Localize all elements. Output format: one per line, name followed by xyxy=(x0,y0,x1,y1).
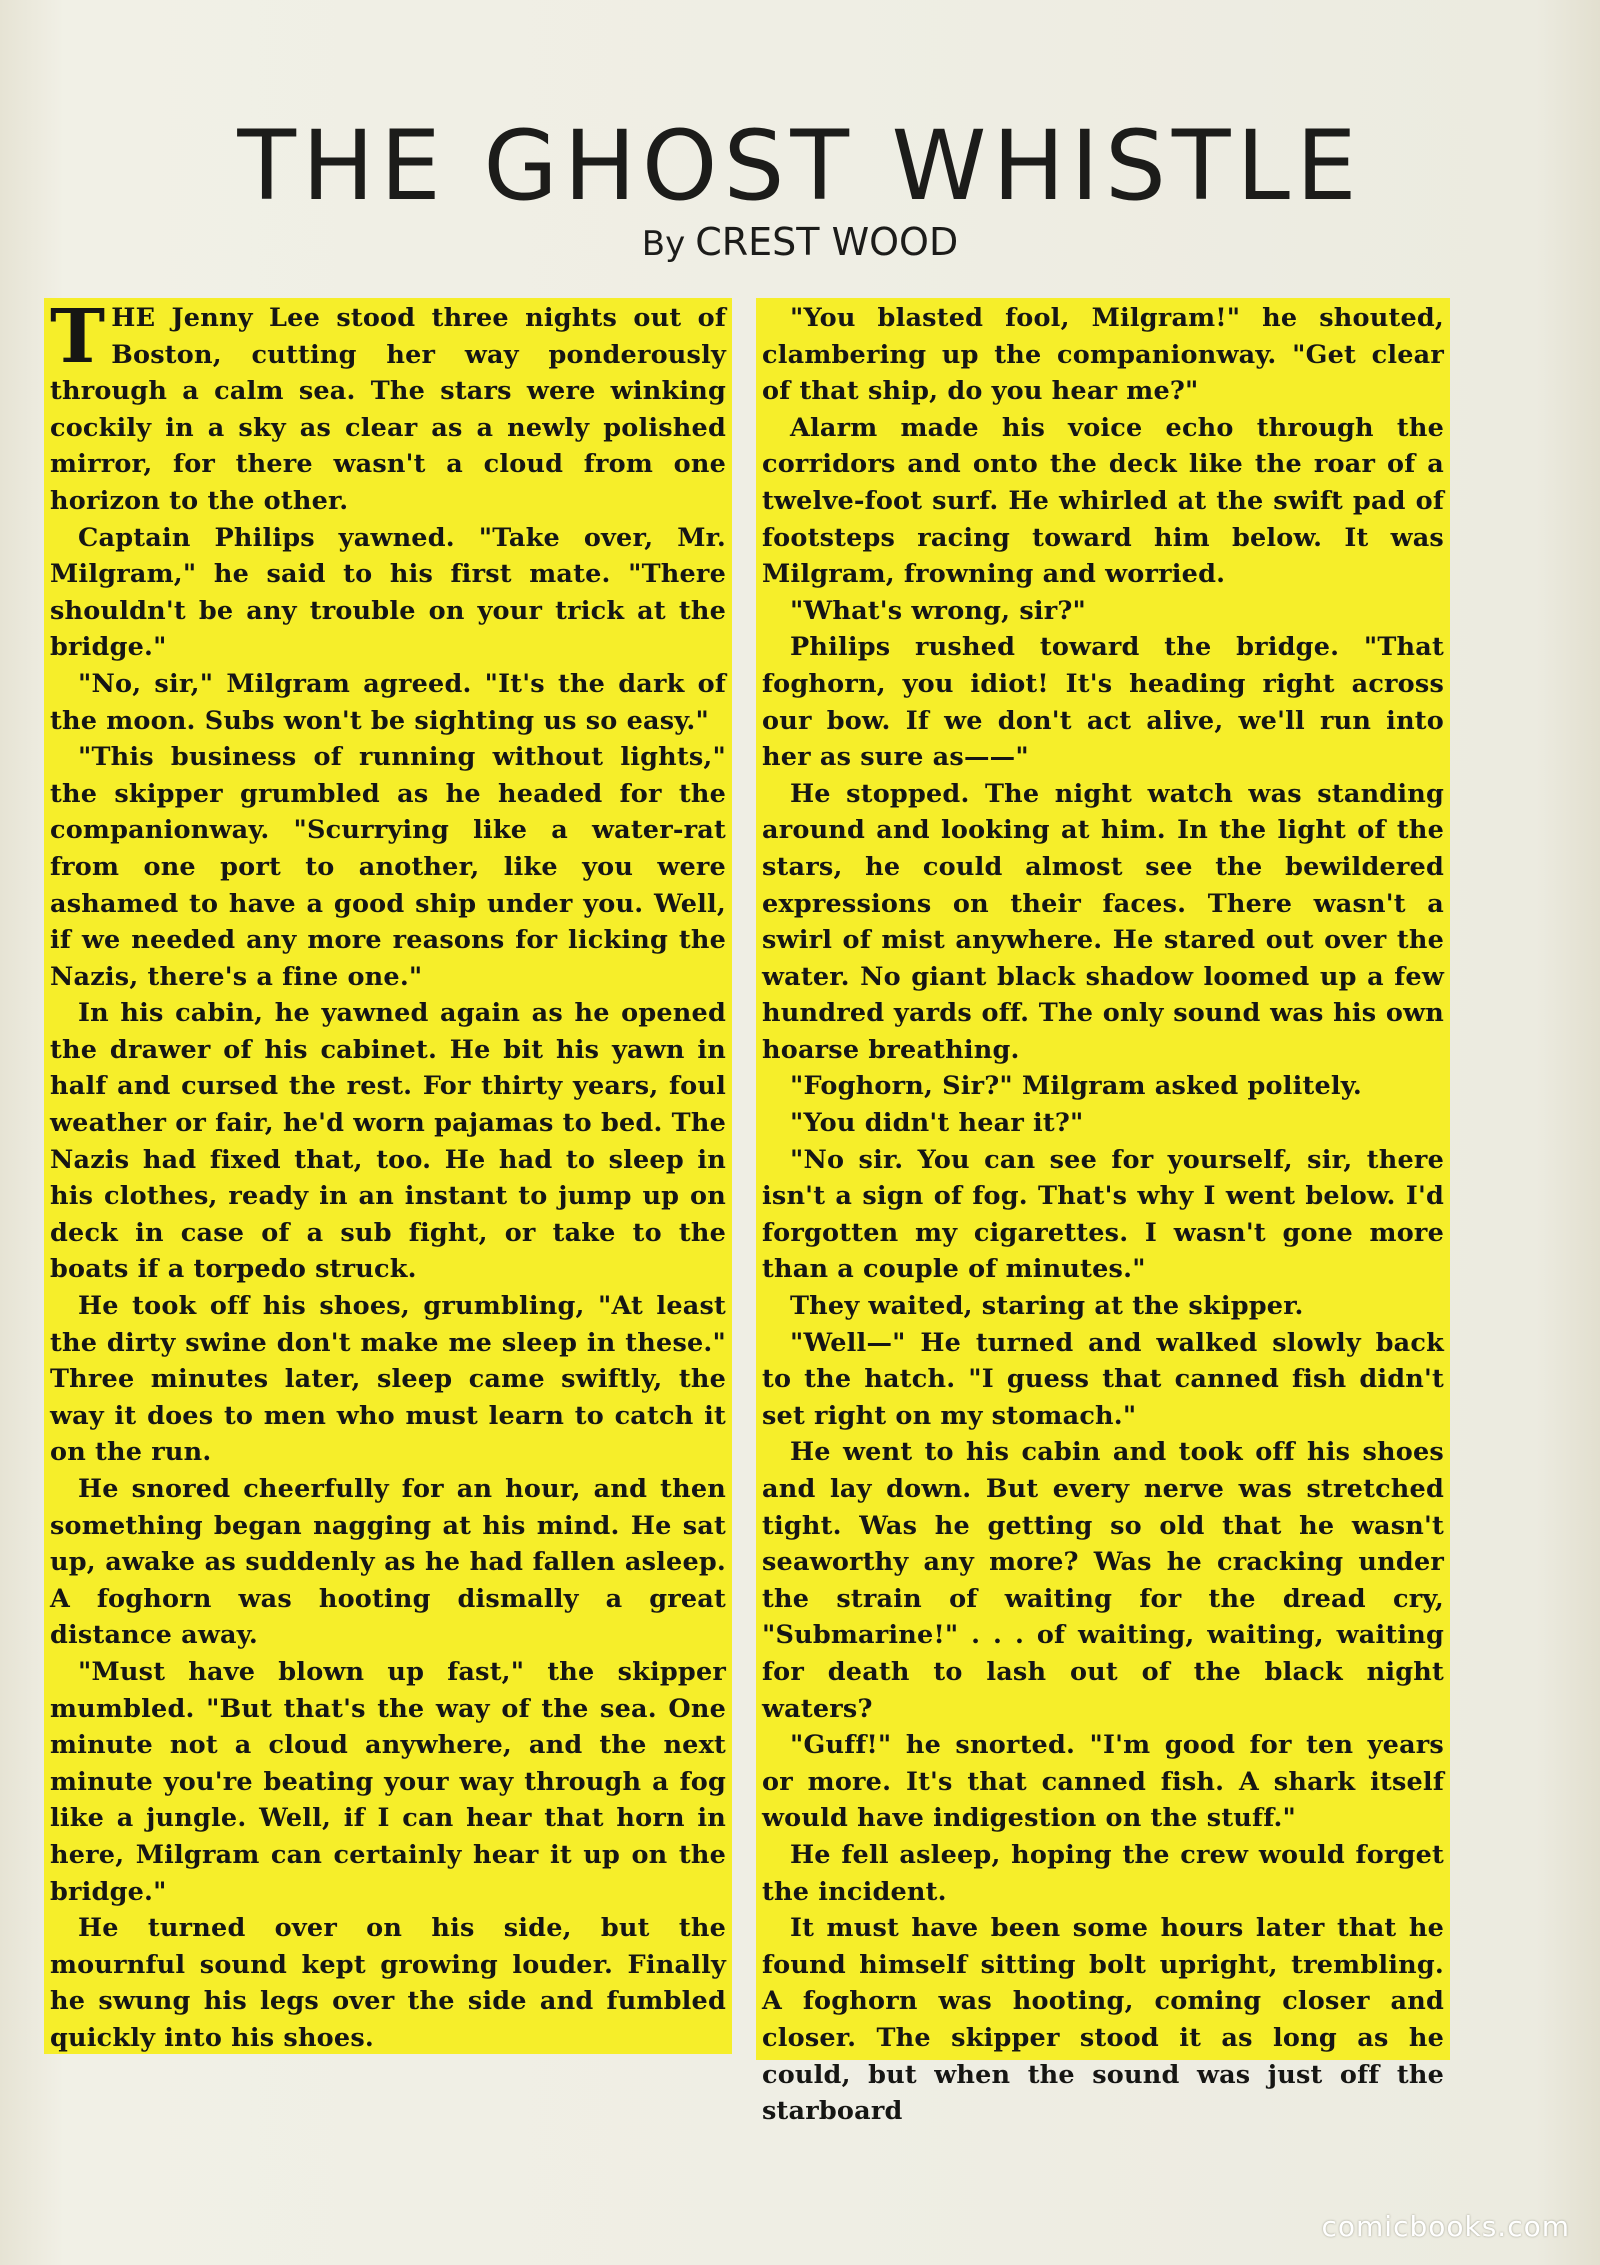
paragraph: They waited, staring at the skipper. xyxy=(790,1291,1304,1322)
paragraph: "No, sir," Milgram agreed. "It's the dark of the moon. Subs won't be sighting us so easy." xyxy=(50,668,726,736)
paragraph: He took off his shoes, grumbling, "At least the dirty swine don't make me sleep in these." Three minutes later, sleep came swiftly, the way it does to men who must learn to catch it on the run. xyxy=(50,1291,726,1468)
drop-cap: T xyxy=(50,294,106,380)
paragraph: "This business of running without lights," the skipper grumbled as he headed for the companionway. "Scurrying like a water-rat from one port to another, like you were ashamed to have a good ship under you. Well, if we needed any more reasons for licking the Nazis, there's a fine one." xyxy=(50,742,726,992)
paragraph: "Must have blown up fast," the skipper mumbled. "But that's the way of the sea. One minute not a cloud anywhere, and the next minute you're beating your way through a fog like a jungle. Well, if I can hear that horn in here, Milgram can certainly hear it up on the bridge." xyxy=(50,1656,726,1907)
paragraph: Captain Philips yawned. "Take over, Mr. Milgram," he said to his first mate. "There shouldn't be any trouble on your trick at the bridge." xyxy=(50,522,726,663)
first-paragraph xyxy=(50,294,726,520)
byline xyxy=(0,220,1600,264)
paragraph: It must have been some hours later that he found himself sitting bolt upright, trembling. A foghorn was hooting, coming closer and closer. The skipper stood it as long as he could, but when the sound was just off the starboard xyxy=(762,1913,1444,2127)
paragraph: "What's wrong, sir?" xyxy=(790,595,1087,626)
paragraph: He fell asleep, hoping the crew would forget the incident. xyxy=(762,1839,1444,1907)
paragraph: Philips rushed toward the bridge. "That foghorn, you idiot! It's heading right across our bow. If we don't act alive, we'll run into her as sure as——" xyxy=(762,632,1444,773)
left-column xyxy=(44,294,732,2054)
first-paragraph-text: HE Jenny Lee stood three nights out of Boston, cutting her way ponderously through a calm sea. The stars were winking cockily in a sky as clear as a newly polished mirror, for there wasn't a cloud from one horizon to the other. xyxy=(50,303,726,516)
paragraph: He went to his cabin and took off his shoes and lay down. But every nerve was stretched tight. Was he getting so old that he wasn't seaworthy any more? Was he cracking under the strain of waiting for the dread cry, "Submarine!" . . . of waiting, waiting, waiting for death to lash out of the black night waters? xyxy=(762,1437,1444,1724)
paragraph: He snored cheerfully for an hour, and then something began nagging at his mind. He sat up, awake as suddenly as he had fallen asleep. A foghorn was hooting dismally a great distance away. xyxy=(50,1474,726,1651)
paragraph: In his cabin, he yawned again as he opened the drawer of his cabinet. He bit his yawn in half and cursed the rest. For thirty years, foul weather or fair, he'd worn pajamas to bed. The Nazis had fixed that, too. He had to sleep in his clothes, ready in an instant to jump up on deck in case of a sub fight, or take to the boats if a torpedo struck. xyxy=(50,998,726,1285)
byline-author: CREST WOOD xyxy=(695,220,959,264)
paragraph: "You blasted fool, Milgram!" he shouted, clambering up the companionway. "Get clear of that ship, do you hear me?" xyxy=(762,303,1444,407)
byline-prefix: By xyxy=(641,224,686,264)
paragraph: "Guff!" he snorted. "I'm good for ten years or more. It's that canned fish. A shark itself would have indigestion on the stuff." xyxy=(762,1730,1444,1834)
paragraph: He stopped. The night watch was standing around and looking at him. In the light of the stars, he could almost see the bewildered expressions on their faces. There wasn't a swirl of mist anywhere. He stared out over the water. No giant black shadow loomed up a few hundred yards off. The only sound was his own hoarse breathing. xyxy=(762,778,1444,1065)
right-column xyxy=(756,298,1450,2127)
paragraph: Alarm made his voice echo through the corridors and onto the deck like the roar of a twelve-foot surf. He whirled at the swift pad of footsteps racing toward him below. It was Milgram, frowning and worried. xyxy=(762,412,1444,590)
watermark: comicbooks.com xyxy=(1321,2210,1570,2243)
paragraph: "Well—" He turned and walked slowly back to the hatch. "I guess that canned fish didn't set right on my stomach." xyxy=(762,1327,1444,1431)
paragraph: He turned over on his side, but the mournful sound kept growing louder. Finally he swung his legs over the side and fumbled quickly into his shoes. xyxy=(50,1913,726,2053)
paragraph: "Foghorn, Sir?" Milgram asked politely. xyxy=(790,1071,1362,1102)
story-title: THE GHOST WHISTLE xyxy=(237,110,1363,222)
paragraph: "No sir. You can see for yourself, sir, there isn't a sign of fog. That's why I went below. I'd forgotten my cigarettes. I wasn't gone more than a couple of minutes." xyxy=(762,1144,1444,1285)
paragraph: "You didn't hear it?" xyxy=(790,1108,1084,1139)
